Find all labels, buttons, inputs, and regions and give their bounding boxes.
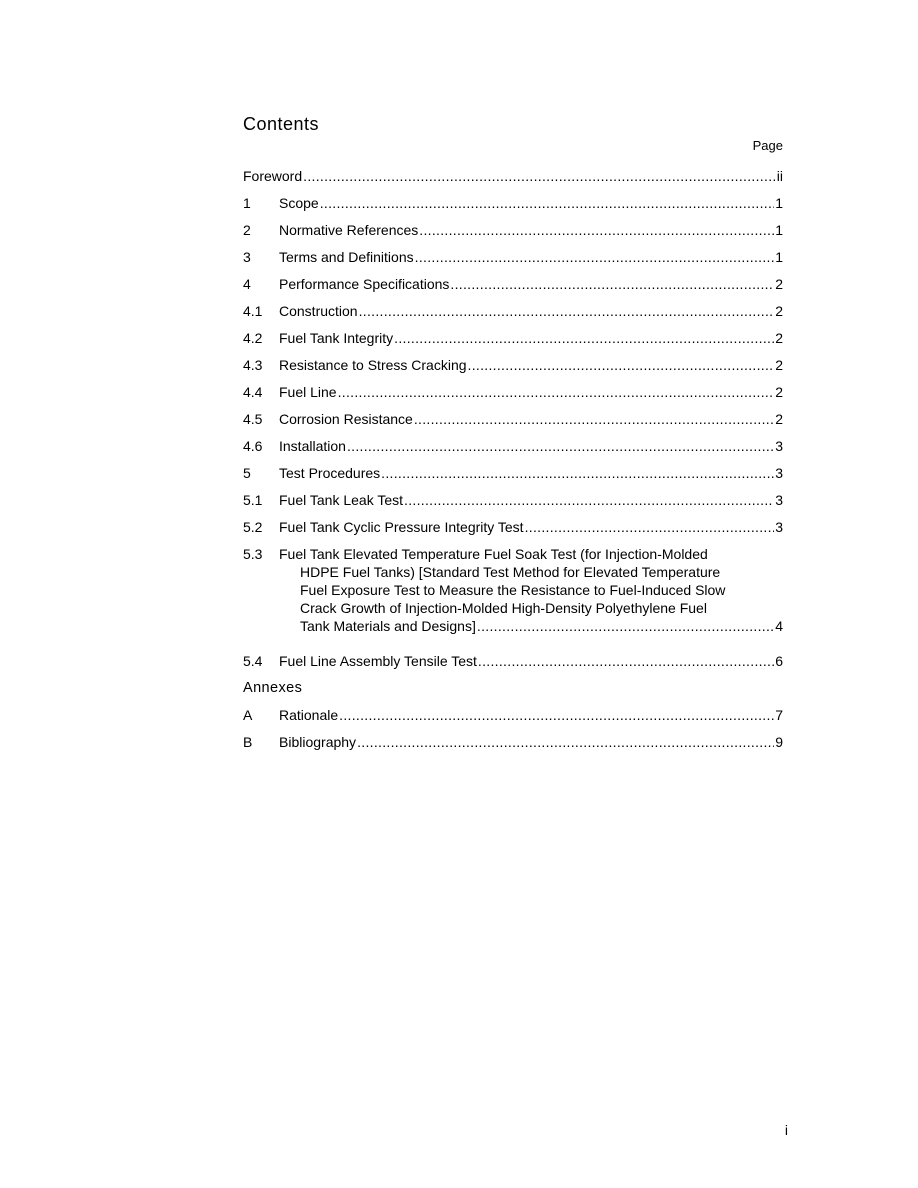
toc-entry[interactable]: [243, 275, 783, 302]
toc-entry-label: Test Procedures: [279, 465, 381, 481]
toc-entry-number: 4: [243, 276, 251, 292]
toc-entry-page: 2: [775, 384, 783, 400]
toc-entry-page: 3: [775, 492, 783, 508]
toc-entry-page: 2: [775, 411, 783, 427]
toc-entry-label-line: Crack Growth of Injection-Molded High-Density Polyethylene Fuel: [300, 600, 707, 616]
toc-entry-number: 5.4: [243, 653, 263, 669]
toc-entry-annex[interactable]: [243, 733, 783, 760]
toc-entry-number: A: [243, 707, 253, 723]
dot-leader: [303, 167, 776, 185]
toc-entry-label: Fuel Tank Integrity: [279, 330, 394, 346]
toc-entry-page: ii: [776, 168, 783, 184]
dot-leader: [415, 248, 775, 266]
toc-entry-label: Terms and Definitions: [279, 249, 414, 265]
toc-entry-number: 5.3: [243, 546, 263, 562]
dot-leader: [478, 652, 774, 670]
toc-entry-page: 7: [775, 707, 783, 723]
dot-leader: [525, 518, 775, 536]
toc-entry-page: 2: [775, 357, 783, 373]
toc-entry-label: Corrosion Resistance: [279, 411, 413, 427]
annexes-heading: Annexes: [243, 680, 303, 696]
toc-entry-label-line: Fuel Exposure Test to Measure the Resistance to Fuel-Induced Slow: [300, 582, 726, 598]
dot-leader: [359, 302, 775, 320]
toc-entry-page: 2: [775, 276, 783, 292]
toc-entry-page: 3: [775, 519, 783, 535]
toc-entry-page: 1: [775, 222, 783, 238]
dot-leader: [338, 383, 775, 401]
toc-entry[interactable]: [243, 302, 783, 329]
toc-entry-label: Construction: [279, 303, 358, 319]
toc-entry-label: Performance Specifications: [279, 276, 450, 292]
toc-entry-label-line: HDPE Fuel Tanks) [Standard Test Method for Elevated Temperature: [300, 564, 721, 580]
toc-entry-label: Fuel Line Assembly Tensile Test: [279, 653, 477, 669]
toc-entry-label: Normative References: [279, 222, 419, 238]
toc-entry-annex[interactable]: [243, 706, 783, 733]
dot-leader: [381, 464, 774, 482]
toc-entry-number: 5.1: [243, 492, 263, 508]
toc-entry-number: 4.2: [243, 330, 263, 346]
dot-leader: [394, 329, 774, 347]
dot-leader: [339, 706, 774, 724]
toc-entry[interactable]: [243, 194, 783, 221]
toc-entry-page: 2: [775, 330, 783, 346]
table-of-contents: [243, 167, 783, 760]
toc-entry-number: 1: [243, 195, 251, 211]
dot-leader: [357, 733, 774, 751]
toc-entry[interactable]: [243, 221, 783, 248]
toc-entry-foreword[interactable]: [243, 167, 783, 194]
toc-entry[interactable]: [243, 356, 783, 383]
toc-entry[interactable]: [243, 464, 783, 491]
toc-entry-number: 4.6: [243, 438, 263, 454]
toc-entry-page: 4: [775, 618, 783, 634]
toc-entry-label: Foreword: [243, 168, 303, 184]
toc-entry[interactable]: [243, 652, 783, 679]
toc-entry-label: Bibliography: [279, 734, 357, 750]
toc-entry-number: 4.1: [243, 303, 263, 319]
dot-leader: [404, 491, 774, 509]
toc-entry[interactable]: [243, 329, 783, 356]
toc-entry-label: Installation: [279, 438, 346, 454]
toc-entry[interactable]: [243, 518, 783, 545]
toc-entry-number: 4.4: [243, 384, 263, 400]
toc-entry-label: Fuel Tank Cyclic Pressure Integrity Test: [279, 519, 524, 535]
toc-entry-number: 4.3: [243, 357, 263, 373]
toc-entry-page: 6: [775, 653, 783, 669]
toc-entry[interactable]: [243, 410, 783, 437]
toc-entry-number: 2: [243, 222, 251, 238]
toc-entry-number: B: [243, 734, 253, 750]
toc-entry-label: Resistance to Stress Cracking: [279, 357, 467, 373]
toc-entry-page: 3: [775, 438, 783, 454]
toc-entry-page: 2: [775, 303, 783, 319]
toc-entry-number: 4.5: [243, 411, 263, 427]
toc-entry-label: Rationale: [279, 707, 339, 723]
toc-entry[interactable]: [243, 383, 783, 410]
toc-entry[interactable]: [243, 248, 783, 275]
dot-leader: [450, 275, 774, 293]
dot-leader: [320, 194, 775, 212]
dot-leader: [419, 221, 774, 239]
toc-entry-page: 3: [775, 465, 783, 481]
toc-entry-number: 3: [243, 249, 251, 265]
page-column-label: Page: [752, 138, 783, 153]
toc-entry-label-line: Fuel Tank Elevated Temperature Fuel Soak Test (for Injection-Molded: [279, 546, 708, 562]
toc-entry-page: 1: [775, 249, 783, 265]
toc-entry-label: Scope: [279, 195, 319, 211]
page-number: i: [784, 1122, 788, 1138]
toc-entry-label: Fuel Tank Leak Test: [279, 492, 404, 508]
toc-entry-label-line: Tank Materials and Designs]: [300, 618, 476, 634]
contents-heading: Contents: [243, 114, 320, 134]
toc-entry[interactable]: [243, 491, 783, 518]
toc-entry[interactable]: [243, 437, 783, 464]
dot-leader: [477, 617, 774, 635]
toc-entry-multiline[interactable]: [243, 545, 783, 652]
toc-entry-page: 1: [775, 195, 783, 211]
toc-entry-number: 5: [243, 465, 251, 481]
toc-entry-page: 9: [775, 734, 783, 750]
toc-entry-number: 5.2: [243, 519, 263, 535]
dot-leader: [347, 437, 774, 455]
dot-leader: [414, 410, 774, 428]
dot-leader: [468, 356, 775, 374]
toc-entry-label: Fuel Line: [279, 384, 337, 400]
